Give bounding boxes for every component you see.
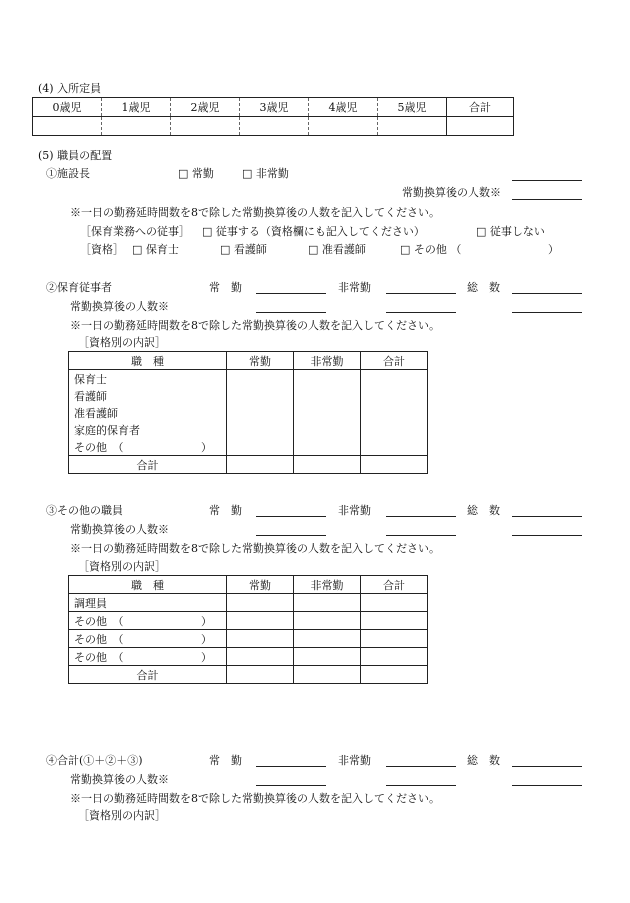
row-label: 看護師 — [69, 387, 227, 404]
table-cell[interactable] — [294, 648, 361, 666]
other-fulltime-input[interactable] — [256, 516, 326, 517]
table-cell[interactable] — [361, 404, 428, 421]
row-label: その他 （ — [74, 614, 124, 628]
col-total: 合計 — [447, 98, 514, 117]
table-row — [69, 421, 428, 438]
grand-total-label: 総 数 — [467, 754, 500, 767]
other-fulltime-label: 常 勤 — [209, 504, 242, 517]
header-job-type: 職 種 — [69, 576, 227, 594]
row-label-other — [69, 438, 227, 456]
grand-fulltime-input[interactable] — [256, 766, 326, 767]
table-cell[interactable] — [294, 370, 361, 388]
table-cell[interactable] — [294, 438, 361, 456]
other-qual-table — [68, 575, 428, 684]
sum-row — [69, 456, 428, 474]
col-age0: 0歳児 — [33, 98, 102, 117]
table-cell[interactable] — [361, 630, 428, 648]
childcare-qual-table — [68, 351, 428, 474]
other-fte-parttime-input[interactable] — [386, 535, 456, 536]
row-label: 准看護師 — [69, 404, 227, 421]
grand-title: ④合計(①＋②＋③) — [46, 754, 143, 767]
table-row — [69, 594, 428, 612]
header-total: 合計 — [361, 576, 428, 594]
row-label: その他 （ — [74, 650, 124, 664]
col-age5: 5歳児 — [378, 98, 447, 117]
qual-other-close: ） — [548, 243, 559, 256]
capacity-cell[interactable] — [447, 117, 514, 136]
table-row — [69, 370, 428, 388]
header-total: 合計 — [361, 352, 428, 370]
table-cell[interactable] — [361, 456, 428, 474]
qual-nurse-checkbox[interactable]: □ 看護師 — [220, 243, 267, 256]
grand-parttime-label: 非常勤 — [338, 754, 371, 767]
director-fte-input[interactable] — [512, 199, 582, 200]
close-paren: ） — [201, 632, 212, 646]
grand-fulltime-label: 常 勤 — [209, 754, 242, 767]
table-cell[interactable] — [294, 404, 361, 421]
capacity-heading: (4) 入所定員 — [38, 82, 102, 95]
director-fulltime-checkbox[interactable]: □ 常勤 — [178, 167, 214, 180]
grand-fte-label: 常勤換算後の人数※ — [70, 773, 169, 786]
grand-fte-total-input[interactable] — [512, 785, 582, 786]
table-cell[interactable] — [294, 666, 361, 684]
capacity-header-row — [33, 98, 514, 117]
childcare-fulltime-label: 常 勤 — [209, 281, 242, 294]
qualification-label: ［資格］ — [80, 243, 124, 256]
row-label: 調理員 — [69, 594, 227, 612]
col-age2: 2歳児 — [171, 98, 240, 117]
header-parttime: 非常勤 — [294, 576, 361, 594]
other-qual-header — [69, 576, 428, 594]
grand-fte-fulltime-input[interactable] — [256, 785, 326, 786]
childcare-title: ②保育従事者 — [46, 281, 112, 294]
table-cell[interactable] — [227, 666, 294, 684]
director-parttime-checkbox[interactable]: □ 非常勤 — [242, 167, 289, 180]
other-parttime-input[interactable] — [386, 516, 456, 517]
grand-fte-parttime-input[interactable] — [386, 785, 456, 786]
table-cell[interactable] — [361, 387, 428, 404]
row-label-other — [69, 612, 227, 630]
table-cell[interactable] — [294, 612, 361, 630]
table-row — [69, 438, 428, 456]
table-cell[interactable] — [227, 456, 294, 474]
director-blank-line[interactable] — [512, 180, 582, 181]
qual-other-checkbox[interactable]: □ その他 （ — [400, 243, 462, 256]
grand-total-input[interactable] — [512, 766, 582, 767]
other-total-label: 総 数 — [467, 504, 500, 517]
capacity-cell[interactable] — [240, 117, 309, 136]
table-cell[interactable] — [227, 630, 294, 648]
director-note: ※一日の勤務延時間数を8で除した常勤換算後の人数を記入してください。 — [70, 206, 440, 219]
table-cell[interactable] — [294, 421, 361, 438]
grand-parttime-input[interactable] — [386, 766, 456, 767]
header-fulltime: 常勤 — [227, 576, 294, 594]
director-title: ①施設長 — [46, 167, 90, 180]
other-parttime-label: 非常勤 — [338, 504, 371, 517]
other-breakdown-label: ［資格別の内訳］ — [78, 560, 166, 573]
capacity-cell[interactable] — [378, 117, 447, 136]
row-label-other — [69, 648, 227, 666]
childcare-total-input[interactable] — [512, 293, 582, 294]
row-label-other — [69, 630, 227, 648]
capacity-cell[interactable] — [171, 117, 240, 136]
grand-note: ※一日の勤務延時間数を8で除した常勤換算後の人数を記入してください。 — [70, 792, 440, 805]
sum-row — [69, 666, 428, 684]
childcare-parttime-label: 非常勤 — [338, 281, 371, 294]
header-job-type: 職 種 — [69, 352, 227, 370]
table-cell[interactable] — [227, 370, 294, 388]
qual-nursery-teacher-checkbox[interactable]: □ 保育士 — [132, 243, 179, 256]
capacity-input-row — [33, 117, 514, 136]
table-cell[interactable] — [361, 666, 428, 684]
table-cell[interactable] — [227, 594, 294, 612]
childcare-fte-label: 常勤換算後の人数※ — [70, 300, 169, 313]
table-cell[interactable] — [227, 404, 294, 421]
childcare-fte-parttime-input[interactable] — [386, 312, 456, 313]
col-age3: 3歳児 — [240, 98, 309, 117]
row-label: 家庭的保育者 — [69, 421, 227, 438]
other-note: ※一日の勤務延時間数を8で除した常勤換算後の人数を記入してください。 — [70, 542, 440, 555]
row-label: その他 （ — [74, 632, 124, 646]
table-cell[interactable] — [227, 612, 294, 630]
childcare-qual-header — [69, 352, 428, 370]
childcare-note: ※一日の勤務延時間数を8で除した常勤換算後の人数を記入してください。 — [70, 319, 440, 332]
childcare-duty-no-checkbox[interactable]: □ 従事しない — [476, 225, 545, 238]
table-row — [69, 404, 428, 421]
childcare-fte-total-input[interactable] — [512, 312, 582, 313]
other-title: ③その他の職員 — [46, 504, 123, 517]
childcare-fte-fulltime-input[interactable] — [256, 312, 326, 313]
table-row — [69, 387, 428, 404]
grand-breakdown-label: ［資格別の内訳］ — [78, 809, 166, 822]
table-cell[interactable] — [294, 456, 361, 474]
table-cell[interactable] — [361, 421, 428, 438]
row-label: その他 （ — [74, 440, 124, 454]
other-total-input[interactable] — [512, 516, 582, 517]
capacity-cell[interactable] — [309, 117, 378, 136]
row-label: 保育士 — [69, 370, 227, 388]
header-fulltime: 常勤 — [227, 352, 294, 370]
table-cell[interactable] — [361, 612, 428, 630]
childcare-parttime-input[interactable] — [386, 293, 456, 294]
childcare-duty-yes-checkbox[interactable]: □ 従事する（資格欄にも記入してください） — [202, 225, 425, 238]
table-cell[interactable] — [227, 648, 294, 666]
table-row — [69, 648, 428, 666]
other-fte-total-input[interactable] — [512, 535, 582, 536]
director-fte-label: 常勤換算後の人数※ — [402, 186, 501, 199]
table-cell[interactable] — [227, 421, 294, 438]
staff-heading: (5) 職員の配置 — [38, 149, 113, 162]
table-cell[interactable] — [361, 438, 428, 456]
qual-assistant-nurse-checkbox[interactable]: □ 准看護師 — [308, 243, 366, 256]
table-cell[interactable] — [227, 387, 294, 404]
childcare-total-label: 総 数 — [467, 281, 500, 294]
table-row — [69, 630, 428, 648]
childcare-fulltime-input[interactable] — [256, 293, 326, 294]
table-cell[interactable] — [227, 438, 294, 456]
table-row — [69, 612, 428, 630]
sum-label: 合計 — [69, 666, 227, 684]
sum-label: 合計 — [69, 456, 227, 474]
table-cell[interactable] — [361, 370, 428, 388]
table-cell[interactable] — [294, 594, 361, 612]
table-cell[interactable] — [361, 648, 428, 666]
capacity-cell[interactable] — [33, 117, 102, 136]
table-cell[interactable] — [294, 387, 361, 404]
col-age4: 4歳児 — [309, 98, 378, 117]
childcare-breakdown-label: ［資格別の内訳］ — [78, 336, 166, 349]
table-cell[interactable] — [294, 630, 361, 648]
childcare-duty-label: ［保育業務への従事］ — [80, 225, 190, 238]
other-fte-label: 常勤換算後の人数※ — [70, 523, 169, 536]
capacity-cell[interactable] — [102, 117, 171, 136]
table-cell[interactable] — [361, 594, 428, 612]
close-paren: ） — [201, 650, 212, 664]
col-age1: 1歳児 — [102, 98, 171, 117]
close-paren: ） — [201, 440, 212, 454]
other-fte-fulltime-input[interactable] — [256, 535, 326, 536]
capacity-table — [32, 97, 514, 136]
header-parttime: 非常勤 — [294, 352, 361, 370]
close-paren: ） — [201, 614, 212, 628]
